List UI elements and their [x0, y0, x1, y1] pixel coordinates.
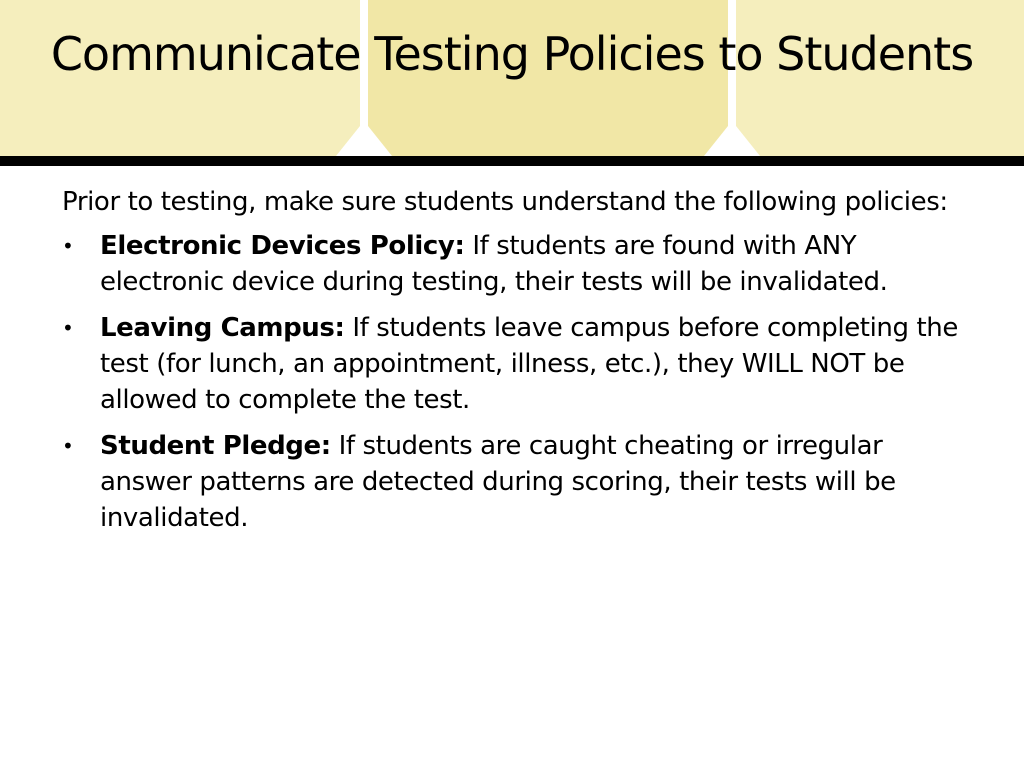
- intro-text: Prior to testing, make sure students understand the following policies:: [62, 187, 948, 217]
- policy-heading: Electronic Devices Policy:: [100, 231, 465, 261]
- policy-item-electronic-devices: [62, 228, 962, 300]
- policy-text: If students leave campus before completing the test (for lunch, an appointment, illness, etc.), they WILL NOT be allowed to complete the test.: [100, 313, 958, 415]
- policy-heading: Student Pledge:: [100, 431, 331, 461]
- policy-list: [62, 228, 962, 536]
- bullet-icon: •: [62, 234, 74, 258]
- slide-body: [62, 184, 962, 546]
- policy-heading: Leaving Campus:: [100, 313, 345, 343]
- title-banner: [0, 0, 1024, 156]
- policy-item-leaving-campus: [62, 310, 962, 418]
- policy-item-student-pledge: [62, 428, 962, 536]
- title-divider: [0, 156, 1024, 166]
- bullet-icon: •: [62, 316, 74, 340]
- policy-text: If students are found with ANY electronic device during testing, their tests will be invalidated.: [100, 231, 888, 297]
- policy-text: If students are caught cheating or irregular answer patterns are detected during scoring, their tests will be invalidated.: [100, 431, 896, 533]
- bullet-icon: •: [62, 434, 74, 458]
- slide-title: Communicate Testing Policies to Students: [50, 27, 974, 81]
